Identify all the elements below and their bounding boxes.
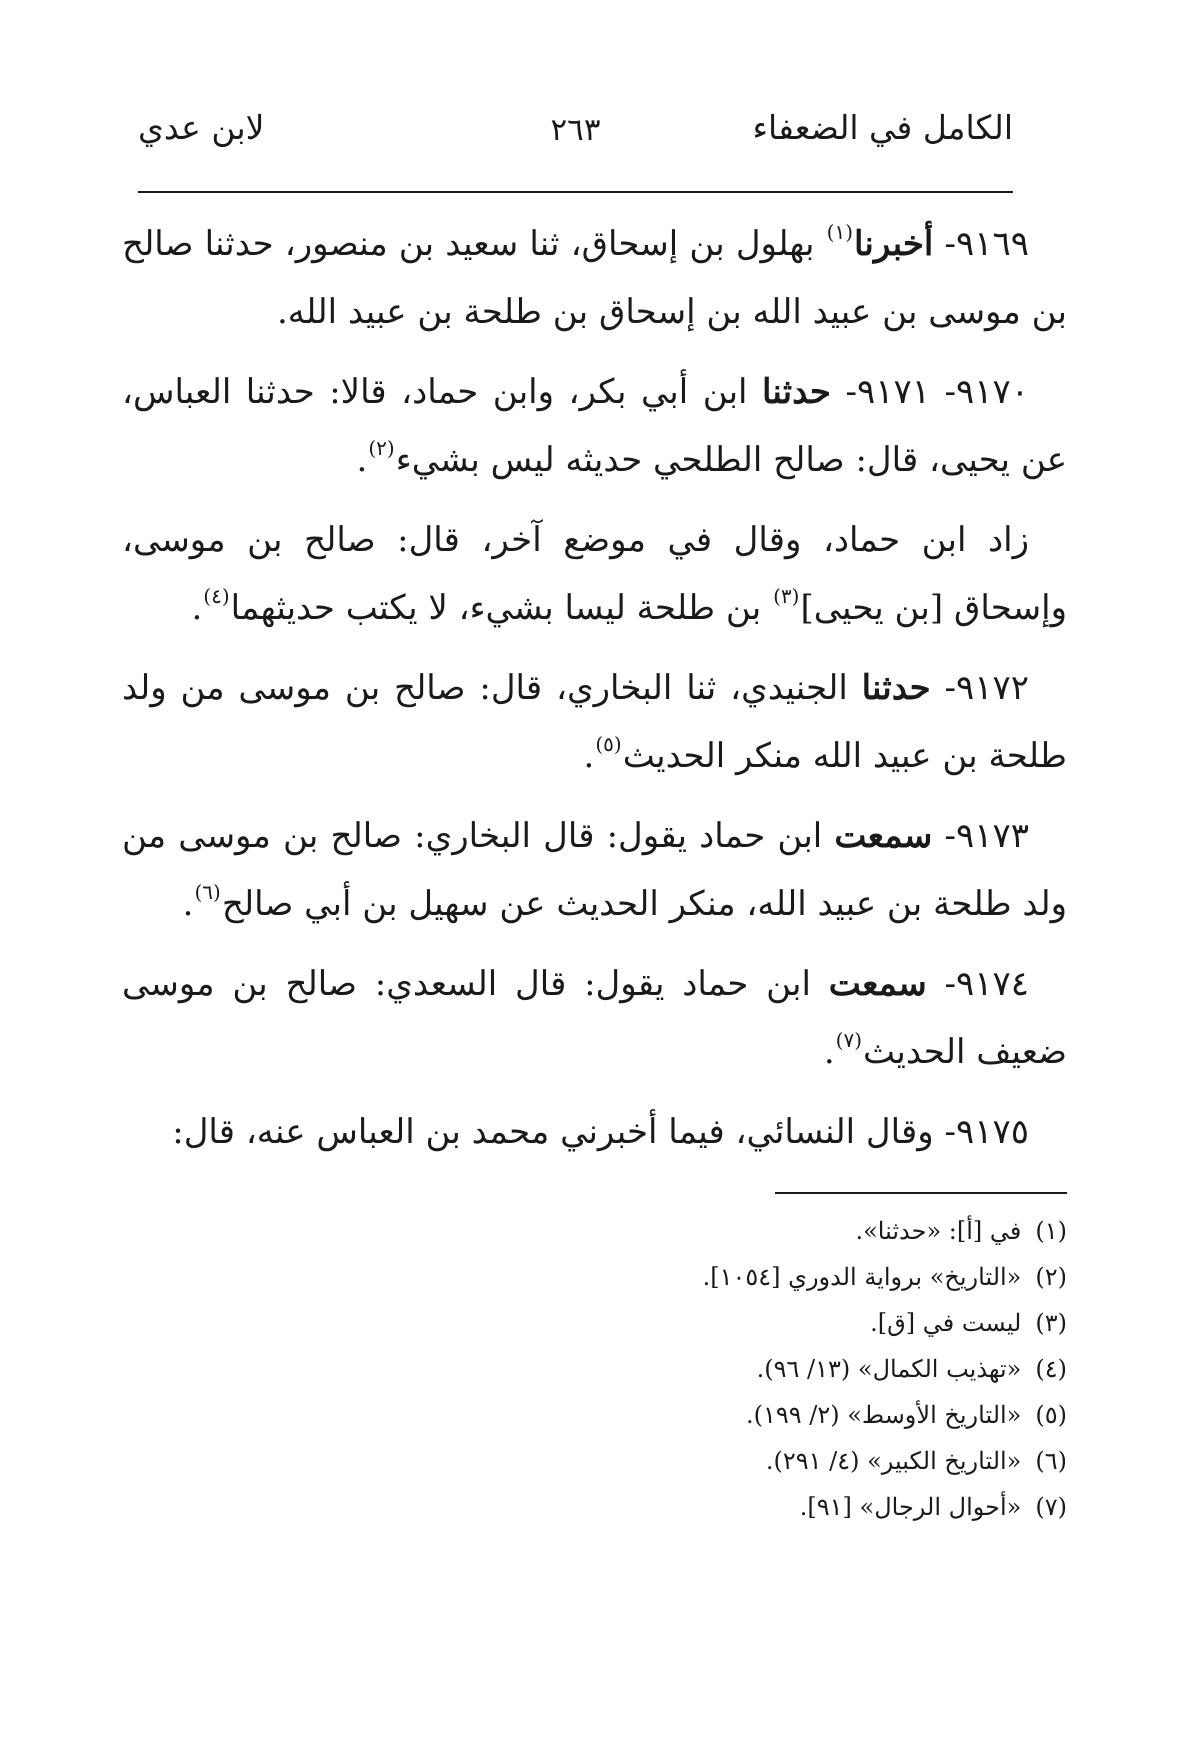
entry-9173 — [122, 802, 1067, 938]
footnote-marker: (١) — [826, 220, 853, 244]
footnote-text: في [أ]: «حدثنا». — [855, 1217, 1022, 1245]
entry-number: ٩١٧٣- — [944, 816, 1029, 856]
footnote-number: (٥) — [1035, 1401, 1067, 1429]
entry-text: الجنيدي، ثنا البخاري، قال: صالح بن موسى من ولد طلحة بن عبيد الله منكر الحديث — [122, 668, 1067, 776]
footnote-number: (٦) — [1035, 1447, 1067, 1475]
entry-keyword: حدثنا — [762, 372, 831, 412]
entry-number: ٩١٧٥- — [944, 1112, 1029, 1152]
footnote-4 — [367, 1346, 1067, 1392]
footnote-marker: (٦) — [194, 880, 221, 904]
footnote-text: «التاريخ» برواية الدوري [١٠٥٤]. — [702, 1263, 1022, 1291]
entry-number: ٩١٧٢- — [944, 668, 1029, 708]
entry-text-end: . — [583, 736, 595, 776]
entry-number: ٩١٧٤- — [944, 964, 1030, 1004]
footnote-number: (٣) — [1035, 1309, 1067, 1337]
entry-text-end: . — [356, 440, 368, 480]
footnote-text: ليست في [ق]. — [870, 1309, 1022, 1337]
footnote-3 — [367, 1300, 1067, 1346]
entry-keyword: سمعت — [828, 964, 927, 1004]
footnote-marker: (٣) — [773, 584, 800, 608]
entry-keyword: سمعت — [834, 816, 933, 856]
entry-text: وقال النسائي، فيما أخبرني محمد بن العباس عنه، قال: — [172, 1112, 934, 1152]
footnote-6 — [367, 1438, 1067, 1484]
entry-text-end: . — [182, 884, 194, 924]
entry-number: ٩١٦٩- — [944, 224, 1029, 264]
footnote-number: (٤) — [1035, 1355, 1067, 1383]
entry-text: ابن حماد يقول: قال السعدي: صالح بن موسى ضعيف الحديث — [122, 964, 1067, 1072]
entry-keyword: أخبرنا — [854, 224, 934, 264]
entry-9174 — [122, 950, 1067, 1086]
entry-keyword: حدثنا — [861, 668, 931, 708]
entry-addition — [122, 506, 1067, 642]
entry-text: ابن أبي بكر، وابن حماد، قالا: حدثنا العباس، عن يحيى، قال: صالح الطلحي حديثه ليس بشيء — [122, 372, 1067, 480]
footnote-text: «التاريخ الأوسط» (٢/ ١٩٩). — [745, 1401, 1022, 1429]
entry-9172 — [122, 654, 1067, 790]
footnote-5 — [367, 1392, 1067, 1438]
footnote-marker: (٧) — [835, 1028, 863, 1052]
main-text — [122, 210, 1067, 1178]
footnote-divider — [775, 1192, 1067, 1194]
entry-text-cont: بن طلحة ليسا بشيء، لا يكتب حديثهما — [230, 588, 762, 628]
entry-9175 — [122, 1098, 1067, 1166]
footnote-text: «تهذيب الكمال» (١٣/ ٩٦). — [756, 1355, 1022, 1383]
header-divider — [138, 191, 1013, 193]
book-title: الكامل في الضعفاء — [752, 108, 1013, 147]
footnote-text: «التاريخ الكبير» (٤/ ٢٩١). — [765, 1447, 1022, 1475]
footnote-7 — [367, 1484, 1067, 1530]
footnote-2 — [367, 1254, 1067, 1300]
footnote-1 — [367, 1208, 1067, 1254]
entry-text: زاد ابن حماد، وقال في موضع آخر، قال: صالح بن موسى، وإسحاق [بن يحيى] — [122, 520, 1067, 628]
entry-number: ٩١٧٠- ٩١٧١- — [845, 372, 1030, 412]
entry-text: ابن حماد يقول: قال البخاري: صالح بن موسى من ولد طلحة بن عبيد الله، منكر الحديث عن سهيل بن أبي صالح — [122, 816, 1067, 924]
entry-text-end: . — [823, 1032, 835, 1072]
entry-text-end: . — [191, 588, 203, 628]
footnote-number: (٢) — [1035, 1263, 1067, 1291]
entry-9170-9171 — [122, 358, 1067, 494]
footnote-number: (٧) — [1035, 1493, 1067, 1521]
footnote-marker: (٤) — [203, 584, 230, 608]
footnote-marker: (٥) — [595, 732, 622, 756]
entry-text: بهلول بن إسحاق، ثنا سعيد بن منصور، حدثنا صالح بن موسى بن عبيد الله بن إسحاق بن طلحة بن عبيد الله. — [122, 224, 1067, 332]
footnote-text: «أحوال الرجال» [٩١]. — [799, 1493, 1022, 1521]
footnote-number: (١) — [1035, 1217, 1067, 1245]
footnote-marker: (٢) — [368, 436, 395, 460]
page-number: ٢٦٣ — [550, 112, 601, 148]
author-name: لابن عدي — [138, 108, 265, 147]
page-header — [138, 108, 1013, 168]
entry-9169 — [122, 210, 1067, 346]
footnotes — [367, 1208, 1067, 1530]
